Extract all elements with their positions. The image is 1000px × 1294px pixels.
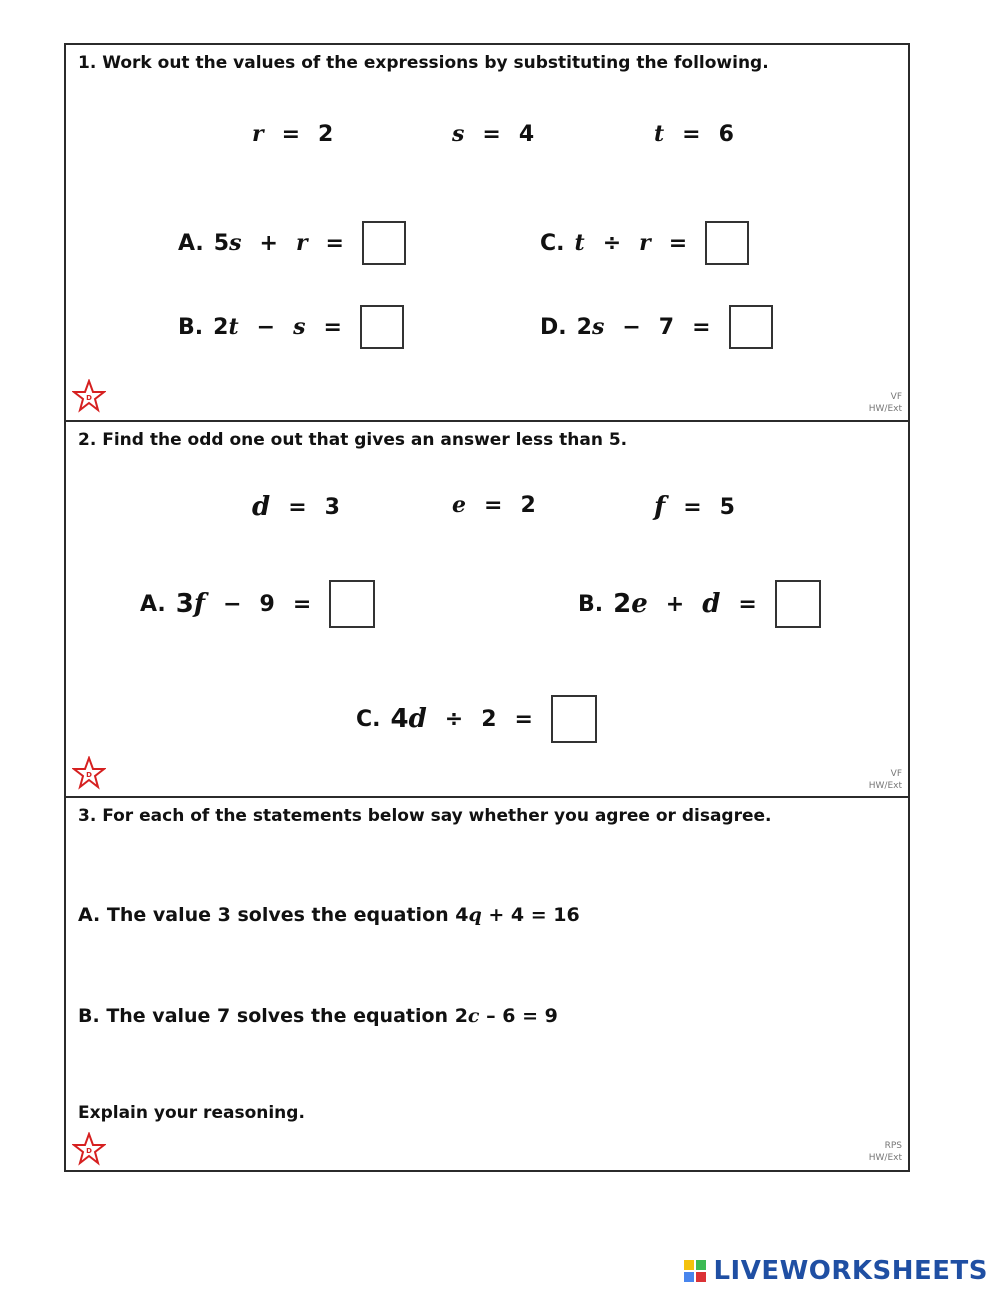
liveworksheets-brand (683, 1256, 988, 1286)
section-2-footer: VF HW/Ext (868, 769, 902, 791)
q1-item-b: B. 2 t − s = (178, 305, 404, 349)
var-t-definition: t = 6 (654, 121, 734, 147)
var-s-definition: s = 4 (452, 121, 535, 147)
answer-box-q2c[interactable] (551, 695, 597, 743)
answer-box-q1d[interactable] (729, 305, 773, 349)
svg-text:D: D (86, 1147, 92, 1155)
section-3-footer: RPS HW/Ext (868, 1141, 902, 1163)
liveworksheets-logo-icon (683, 1259, 709, 1283)
var-f-definition: f = 5 (654, 492, 735, 522)
var-r-definition: r = 2 (252, 121, 334, 147)
q2-item-b: B. 2 e + d = (578, 580, 821, 628)
question-2-title: 2. Find the odd one out that gives an answer less than 5. (78, 430, 628, 450)
q2-item-a: A. 3 f − 9 = (140, 580, 375, 628)
question-1-title: 1. Work out the values of the expressions by substituting the following. (78, 53, 769, 73)
var-d-definition: d = 3 (252, 492, 340, 522)
question-2-section (66, 422, 908, 798)
question-3-section (66, 798, 908, 1170)
answer-box-q1c[interactable] (705, 221, 749, 265)
statement-a: A. The value 3 solves the equation 4q + 4 = 16 (78, 904, 580, 926)
statement-b: B. The value 7 solves the equation 2c – 6 = 9 (78, 1005, 558, 1027)
answer-box-q2a[interactable] (329, 580, 375, 628)
svg-text:D: D (86, 771, 92, 779)
star-icon (72, 1132, 106, 1166)
q2-item-c: C. 4 d ÷ 2 = (356, 695, 597, 743)
question-1-section (66, 45, 908, 422)
var-e-definition: e = 2 (452, 492, 536, 518)
q1-item-c: C. t ÷ r = (540, 221, 749, 265)
star-icon (72, 756, 106, 790)
explain-prompt: Explain your reasoning. (78, 1103, 305, 1123)
answer-box-q2b[interactable] (775, 580, 821, 628)
brand-name: LIVEWORKSHEETS (713, 1256, 988, 1286)
q1-item-d: D. 2 s − 7 = (540, 305, 773, 349)
answer-box-q1b[interactable] (360, 305, 404, 349)
worksheet (64, 43, 910, 1172)
svg-text:D: D (86, 394, 92, 402)
star-icon (72, 379, 106, 413)
answer-box-q1a[interactable] (362, 221, 406, 265)
q1-item-a: A. 5 s + r = (178, 221, 406, 265)
question-3-title: 3. For each of the statements below say whether you agree or disagree. (78, 806, 772, 826)
section-1-footer: VF HW/Ext (868, 392, 902, 414)
